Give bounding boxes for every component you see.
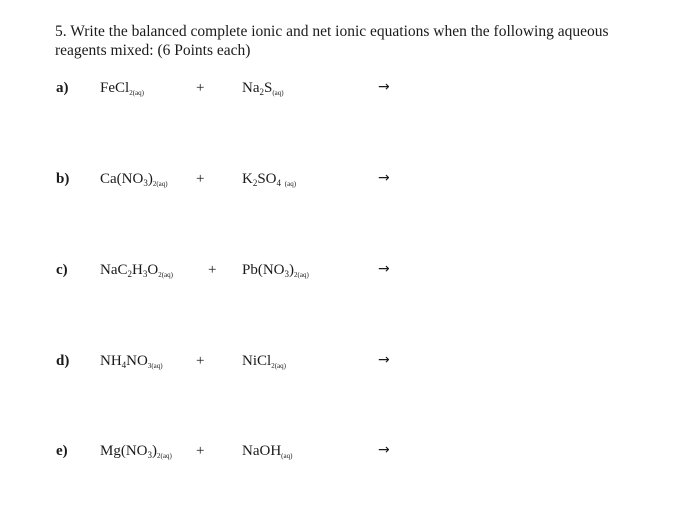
plus-sign: + [196, 353, 205, 369]
reactant-1: $NH_4NO_{3(aq)}$ [100, 353, 163, 370]
reaction-arrow: → [378, 170, 390, 186]
reactant-2: NaOH$_{(aq)}$ [242, 443, 293, 460]
reactant-1: $Ca(NO_3)_{2(aq)}$ [100, 171, 168, 188]
plus-sign: + [196, 171, 205, 187]
reaction-arrow: → [378, 79, 390, 95]
reactant-2: $Pb(NO_3)_{2(aq)}$ [242, 262, 309, 279]
reaction-row-b [0, 171, 700, 195]
reaction-arrow: → [378, 261, 390, 277]
reaction-label: a) [56, 80, 69, 96]
reaction-arrow: → [378, 442, 390, 458]
reaction-label: c) [56, 262, 68, 278]
plus-sign: + [196, 443, 205, 459]
reaction-label: b) [56, 171, 70, 187]
reaction-arrow: → [378, 352, 390, 368]
reactant-1: FeCl$_{2(aq)}$ [100, 80, 144, 97]
reaction-label: d) [56, 353, 70, 369]
reactant-1: $NaC_2H_3O_{2(aq)}$ [100, 262, 173, 279]
question-line-2: reagents mixed: (6 Points each) [55, 42, 251, 59]
question-line-1: 5. Write the balanced complete ionic and net ionic equations when the following aqueous [55, 23, 609, 40]
reaction-row-d [0, 353, 700, 377]
reaction-row-e [0, 443, 700, 467]
reaction-row-a [0, 80, 700, 104]
reaction-row-c [0, 262, 700, 286]
reactant-2: $K_2SO_4$ $_{(aq)}$ [242, 171, 297, 188]
reactant-2: NiCl$_{2(aq)}$ [242, 353, 286, 370]
reactant-1: $Mg(NO_3)_{2(aq)}$ [100, 443, 172, 460]
reaction-label: e) [56, 443, 68, 459]
plus-sign: + [196, 80, 205, 96]
plus-sign: + [208, 262, 217, 278]
reactant-2: $Na_2S_{(aq)}$ [242, 80, 284, 97]
question-prompt [55, 22, 655, 60]
